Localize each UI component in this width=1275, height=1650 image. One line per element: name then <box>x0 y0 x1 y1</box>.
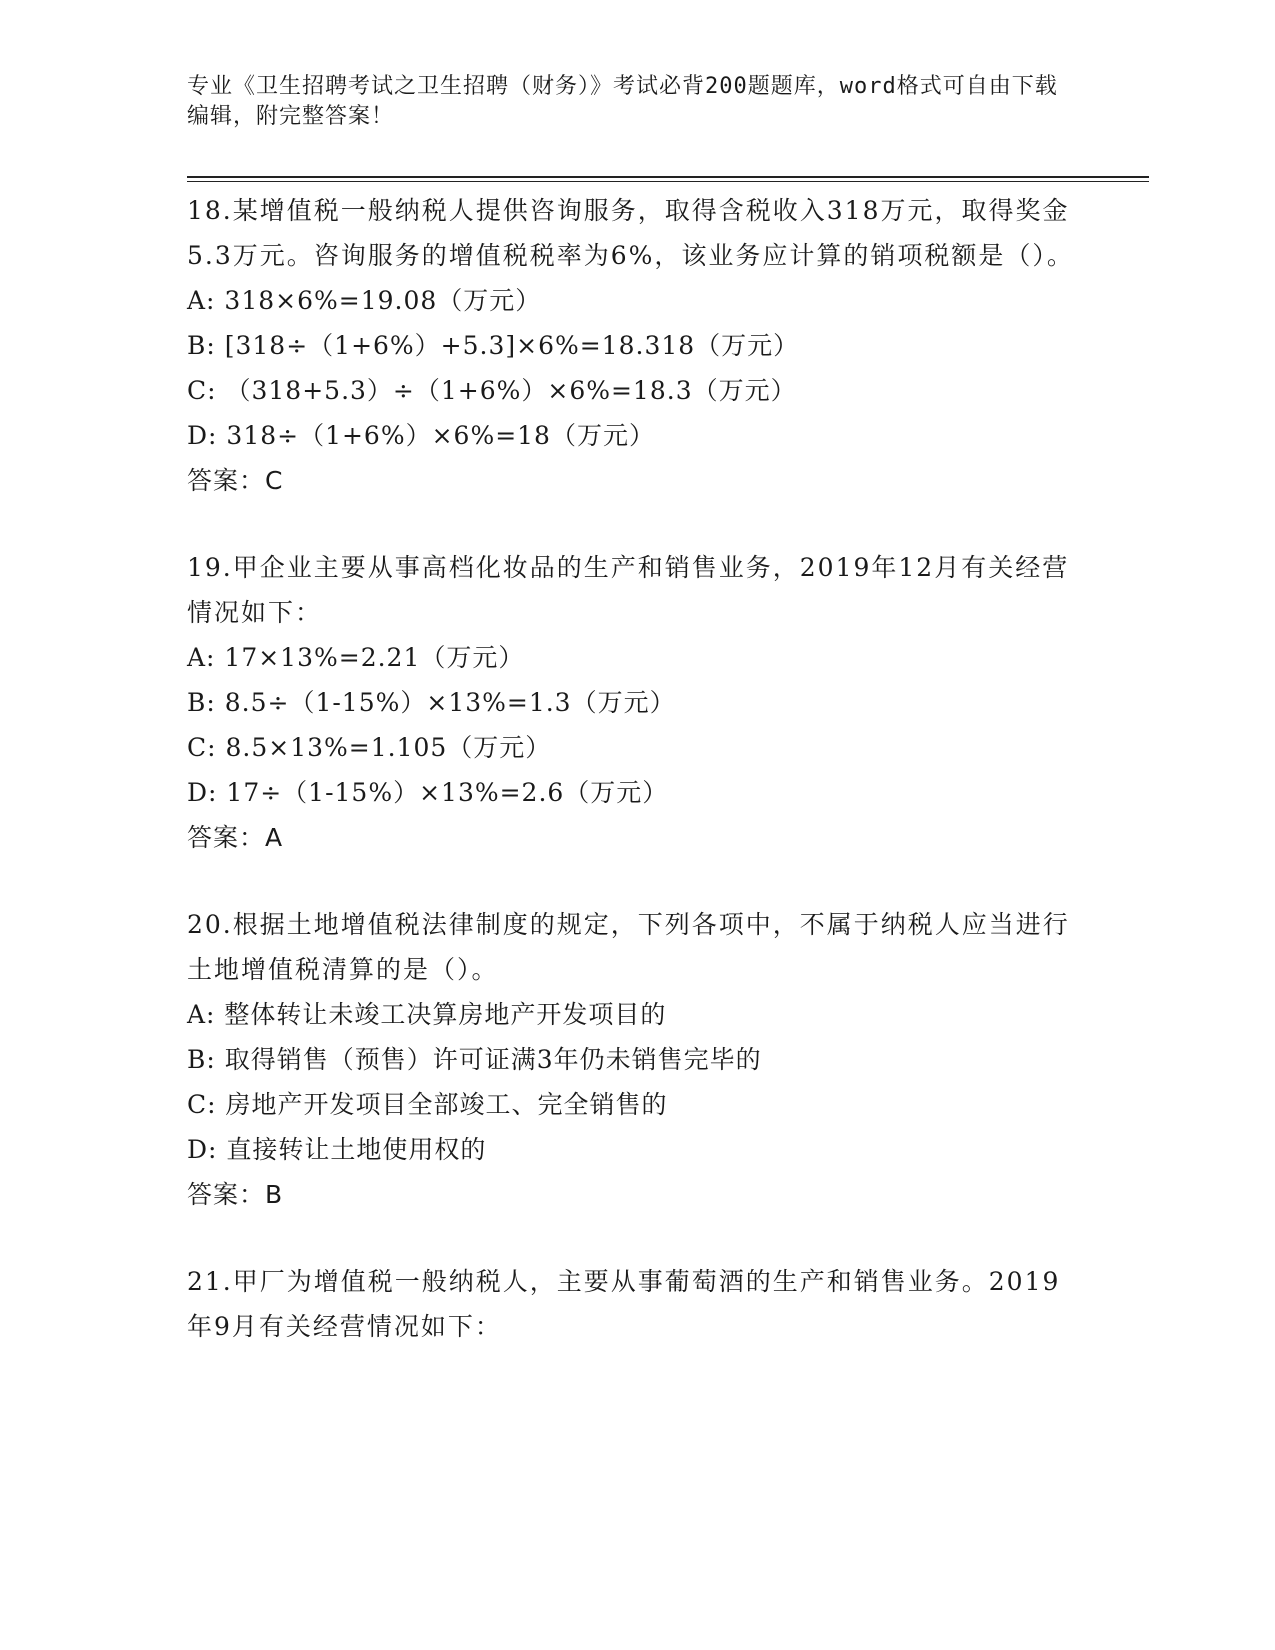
document-header: 专业《卫生招聘考试之卫生招聘（财务）》考试必背200题题库，word格式可自由下载编辑，附完整答案！ <box>187 74 1058 129</box>
answer-line: 答案：B <box>187 1180 284 1209</box>
question-18 <box>187 188 1087 503</box>
answer-line: 答案：A <box>187 823 284 852</box>
option-a: A: 318×6%=19.08（万元） <box>187 286 542 315</box>
option-c: C: （318+5.3）÷（1+6%）×6%=18.3（万元） <box>187 376 797 405</box>
option-c: C: 8.5×13%=1.105（万元） <box>187 733 552 762</box>
answer-line: 答案：C <box>187 466 284 495</box>
header-divider-thick <box>187 176 1149 178</box>
question-stem: 19.甲企业主要从事高档化妆品的生产和销售业务，2019年12月有关经营情况如下： <box>187 553 1070 627</box>
option-b: B: 8.5÷（1-15%）×13%=1.3（万元） <box>187 688 676 717</box>
question-list <box>187 188 1087 1391</box>
question-stem: 18.某增值税一般纳税人提供咨询服务，取得含税收入318万元，取得奖金5.3万元。咨询服务的增值税税率为6%，该业务应计算的销项税额是（）。 <box>187 196 1074 270</box>
header-divider-thin <box>187 181 1149 182</box>
option-b: B: [318÷（1+6%）+5.3]×6%=18.318（万元） <box>187 331 800 360</box>
question-19 <box>187 545 1087 860</box>
question-20 <box>187 902 1087 1217</box>
question-21 <box>187 1259 1087 1349</box>
question-stem: 21.甲厂为增值税一般纳税人，主要从事葡萄酒的生产和销售业务。2019年9月有关经营情况如下： <box>187 1267 1061 1341</box>
option-c: C: 房地产开发项目全部竣工、完全销售的 <box>187 1090 668 1119</box>
option-b: B: 取得销售（预售）许可证满3年仍未销售完毕的 <box>187 1045 762 1074</box>
option-a: A: 整体转让未竣工决算房地产开发项目的 <box>187 1000 667 1029</box>
question-stem: 20.根据土地增值税法律制度的规定，下列各项中，不属于纳税人应当进行土地增值税清算的是（）。 <box>187 910 1070 984</box>
option-d: D: 318÷（1+6%）×6%=18（万元） <box>187 421 655 450</box>
option-d: D: 17÷（1-15%）×13%=2.6（万元） <box>187 778 669 807</box>
option-d: D: 直接转让土地使用权的 <box>187 1135 487 1164</box>
option-a: A: 17×13%=2.21（万元） <box>187 643 525 672</box>
